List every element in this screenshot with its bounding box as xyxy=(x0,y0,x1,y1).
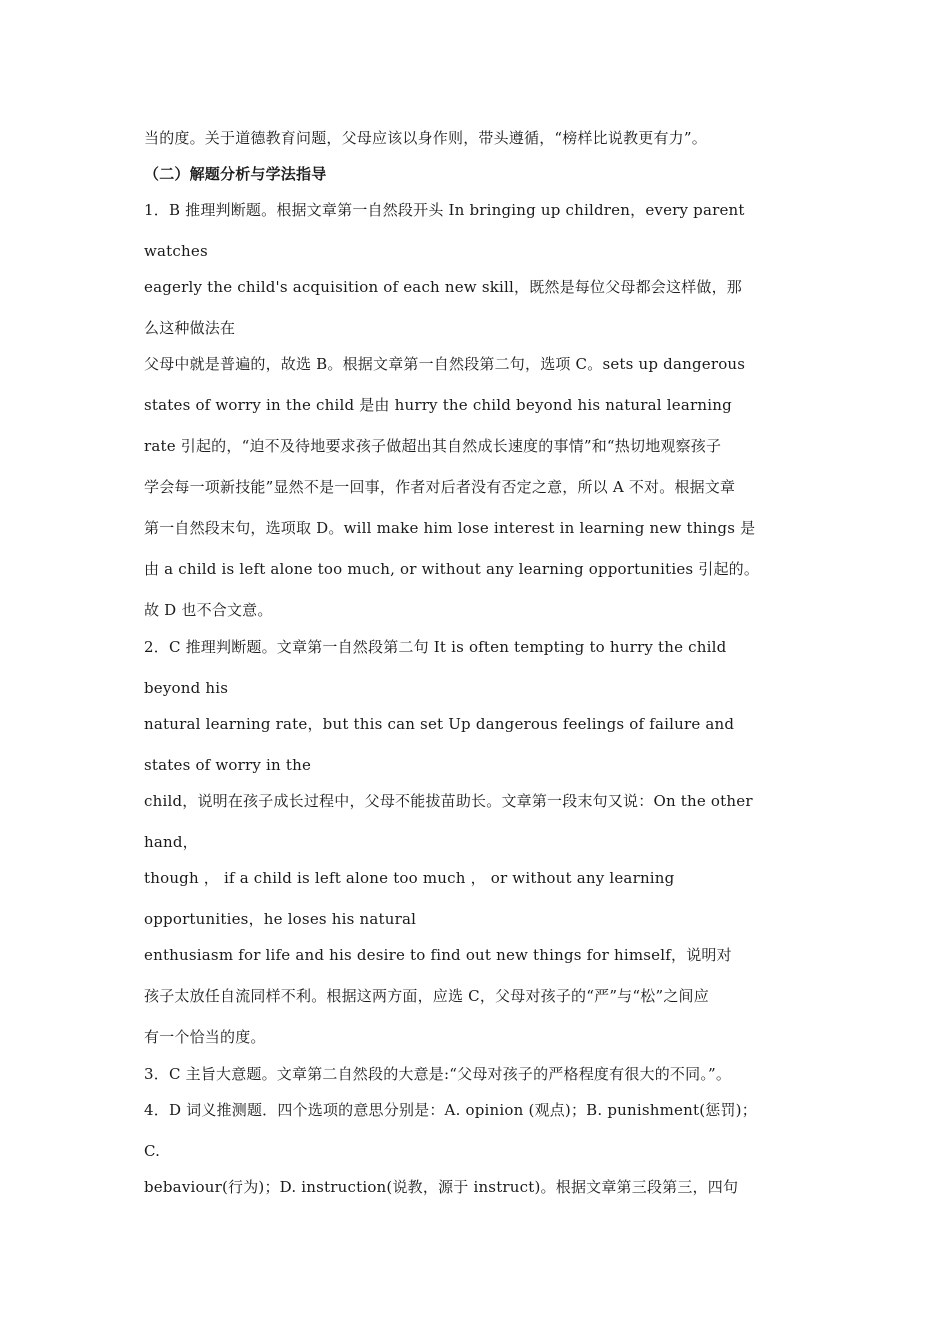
text-line: 2．C 推理判断题。文章第一自然段第二句 It is often tempting to hurry the child xyxy=(144,638,727,656)
text-line: states of worry in the child 是由 hurry the child beyond his natural learning xyxy=(144,396,732,414)
text-line: beyond his xyxy=(144,679,229,697)
text-line: opportunities，he loses his natural xyxy=(144,910,417,928)
text-line: 当的度。关于道德教育问题，父母应该以身作则，带头遵循，“榜样比说教更有力”。 xyxy=(144,129,707,147)
text-line: 4．D 词义推测题．四个选项的意思分别是：A. opinion (观点)；B. punishment(惩罚)； xyxy=(144,1101,757,1119)
text-line: rate 引起的，“迫不及待地要求孩子做超出其自然成长速度的事情”和“热切地观察孩子 xyxy=(144,437,722,455)
text-line: enthusiasm for life and his desire to find out new things for himself，说明对 xyxy=(144,946,732,964)
text-line: hand， xyxy=(144,833,198,851)
text-line: states of worry in the xyxy=(144,756,312,774)
text-line: though ， if a child is left alone too much ， or without any learning xyxy=(144,869,675,887)
text-line: 学会每一项新技能”显然不是一回事，作者对后者没有否定之意，所以 A 不对。根据文章 xyxy=(144,478,736,496)
text-line: 么这种做法在 xyxy=(144,319,236,337)
text-line: 故 D 也不合文意。 xyxy=(144,601,273,619)
text-line: 由 a child is left alone too much, or without any learning opportunities 引起的。 xyxy=(144,560,760,578)
text-line: 3．C 主旨大意题。文章第二自然段的大意是:“父母对孩子的严格程度有很大的不同。”。 xyxy=(144,1065,732,1083)
text-line: 父母中就是普遍的，故选 B。根据文章第一自然段第二句，选项 C。sets up dangerous xyxy=(144,355,746,373)
text-line: natural learning rate，but this can set Up dangerous feelings of failure and xyxy=(144,715,735,733)
text-line: eagerly the child's acquisition of each new skill，既然是每位父母都会这样做，那 xyxy=(144,278,742,296)
text-line: watches xyxy=(144,242,208,260)
text-line: 第一自然段末句，选项取 D。will make him lose interest in learning new things 是 xyxy=(144,519,756,537)
text-line: C. xyxy=(144,1142,161,1160)
text-line: bebaviour(行为)；D. instruction(说教，源于 instruct)。根据文章第三段第三，四句 xyxy=(144,1178,739,1196)
text-line: child，说明在孩子成长过程中，父母不能拔苗助长。文章第一段末句又说：On the other xyxy=(144,792,753,810)
text-line: 有一个恰当的度。 xyxy=(144,1028,266,1046)
section-heading: （二）解题分析与学法指导 xyxy=(144,165,327,183)
text-line: 孩子太放任自流同样不利。根据这两方面，应选 C，父母对孩子的“严”与“松”之间应 xyxy=(144,987,709,1005)
text-line: 1．B 推理判断题。根据文章第一自然段开头 In bringing up children，every parent xyxy=(144,201,745,219)
